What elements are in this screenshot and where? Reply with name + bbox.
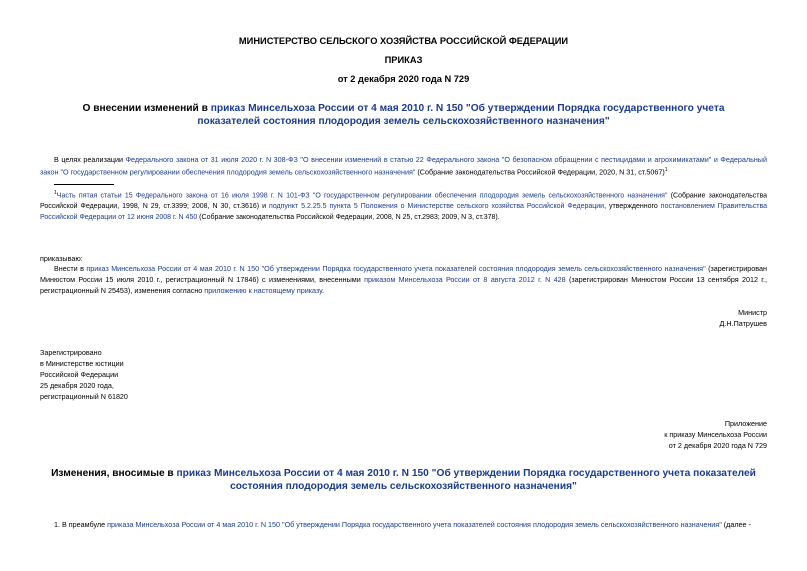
order-base-order-link[interactable]: приказ Минсельхоза России от 4 мая 2010 г. N 150 "Об утверждении Порядка государственного учета показателей состояния плодородия земель сельскохозяйственного назначения"	[86, 264, 706, 273]
footnote-divider	[54, 184, 114, 185]
registration-line: в Министерстве юстиции	[40, 359, 124, 368]
changes-title-link[interactable]: приказ Минсельхоза России от 4 мая 2010 г. N 150 "Об утверждении Порядка государственного учета показателей состояния плодородия земель сельскохозяйственного назначения"	[176, 468, 756, 492]
signature-position: Министр	[738, 308, 767, 317]
order-text-3: (зарегистрирован Минюстом России 13 сентября 2012 г., регистрационный N 25453), изменения согласно	[40, 275, 767, 295]
item-1-text-1: 1. В преамбуле	[54, 520, 108, 529]
preamble-text-2: (Собрание законодательства Российской Федерации, 2020, N 31, ст.5067)	[415, 167, 665, 177]
footnote-mark: 1	[54, 190, 57, 196]
registration-line: регистрационный N 61820	[40, 392, 128, 401]
appendix-line: от 2 декабря 2020 года N 729	[668, 441, 767, 450]
footnote-paragraph	[40, 188, 767, 223]
page-title	[60, 102, 747, 128]
item-1-text-2: (далее -	[721, 520, 751, 529]
order-paragraph	[40, 263, 767, 296]
order-text-2: (зарегистрирован Минюстом России 15 июля 2010 г., регистрационный N 17846) с изменениями, внесенными	[40, 264, 767, 284]
footnote-text-3: (Собрание законодательства Российской Федерации, 2008, N 25, ст.2983; 2009, N 3, ст.378).	[197, 214, 500, 222]
preamble-law-link[interactable]: Федерального закона от 31 июля 2020 г. N 308-ФЗ "О внесении изменений в статью 22 Федерального закона "О безопасном обращении с пестицидами и агрохимикатами" и Федеральный закон "О государственном регулировании обеспечения плодородия земель сельскохозяйственного назначения"	[40, 155, 767, 177]
footnote-text-2: , утвержденного	[604, 203, 661, 211]
preamble-footnote-mark[interactable]: 1	[664, 167, 668, 173]
appendix-reference	[664, 418, 767, 451]
registration-line: 25 декабря 2020 года,	[40, 381, 114, 390]
preamble-text-1: В целях реализации	[54, 155, 126, 164]
order-text-1: Внести в	[54, 264, 87, 273]
registration-line: Зарегистрировано	[40, 348, 102, 357]
signature-block	[720, 307, 767, 329]
appendix-line: к приказу Минсельхоза России	[664, 430, 767, 439]
order-amendment-link[interactable]: приказом Минсельхоза России от 8 августа 2012 г. N 428	[364, 275, 566, 284]
doc-date-heading: от 2 декабря 2020 года N 729	[337, 74, 470, 84]
changes-title-prefix: Изменения, вносимые в	[51, 468, 177, 479]
item-1-paragraph	[40, 519, 767, 530]
footnote-law-link[interactable]: Часть пятая статьи 15 Федерального закона от 16 июля 1998 г. N 101-ФЗ "О государственном регулировании обеспечения плодородия земель сельскохозяйственного назначения"	[56, 192, 668, 200]
signature-name: Д.Н.Патрушев	[719, 319, 767, 328]
doc-type-heading: ПРИКАЗ	[384, 55, 423, 65]
order-intro: приказываю:	[40, 254, 83, 263]
footnote-subpoint-link[interactable]: подпункт 5.2.25.5 пункта 5 Положения о Министерстве сельского хозяйства Российской Федерации	[269, 203, 605, 211]
preamble-paragraph	[40, 154, 767, 177]
order-appendix-link[interactable]: приложению к настоящему приказу	[204, 286, 323, 295]
ministry-heading: МИНИСТЕРСТВО СЕЛЬСКОГО ХОЗЯЙСТВА РОССИЙСКОЙ ФЕДЕРАЦИИ	[238, 36, 569, 46]
title-prefix: О внесении изменений в	[82, 103, 211, 114]
appendix-line: Приложение	[724, 419, 767, 428]
registration-line: Российской Федерации	[40, 370, 119, 379]
changes-title	[45, 467, 762, 493]
footnote-text-1: (Собрание законодательства Российской Федерации, 1998, N 29, ст.3399; 2008, N 30, ст.3616) и	[40, 192, 767, 211]
registration-block	[40, 347, 128, 402]
footnote-decree-link[interactable]: постановлением Правительства Российской Федерации от 12 июня 2008 г. N 450	[40, 203, 768, 222]
item-1-order-link[interactable]: приказа Минсельхоза России от 4 мая 2010 г. N 150 "Об утверждении Порядка государственного учета показателей состояния плодородия земель сельскохозяйственного назначения"	[107, 520, 722, 529]
order-text-4: .	[322, 286, 325, 295]
title-law-link[interactable]: приказ Минсельхоза России от 4 мая 2010 г. N 150 "Об утверждении Порядка государственного учета показателей состояния плодородия земель сельскохозяйственного назначения"	[197, 103, 725, 127]
